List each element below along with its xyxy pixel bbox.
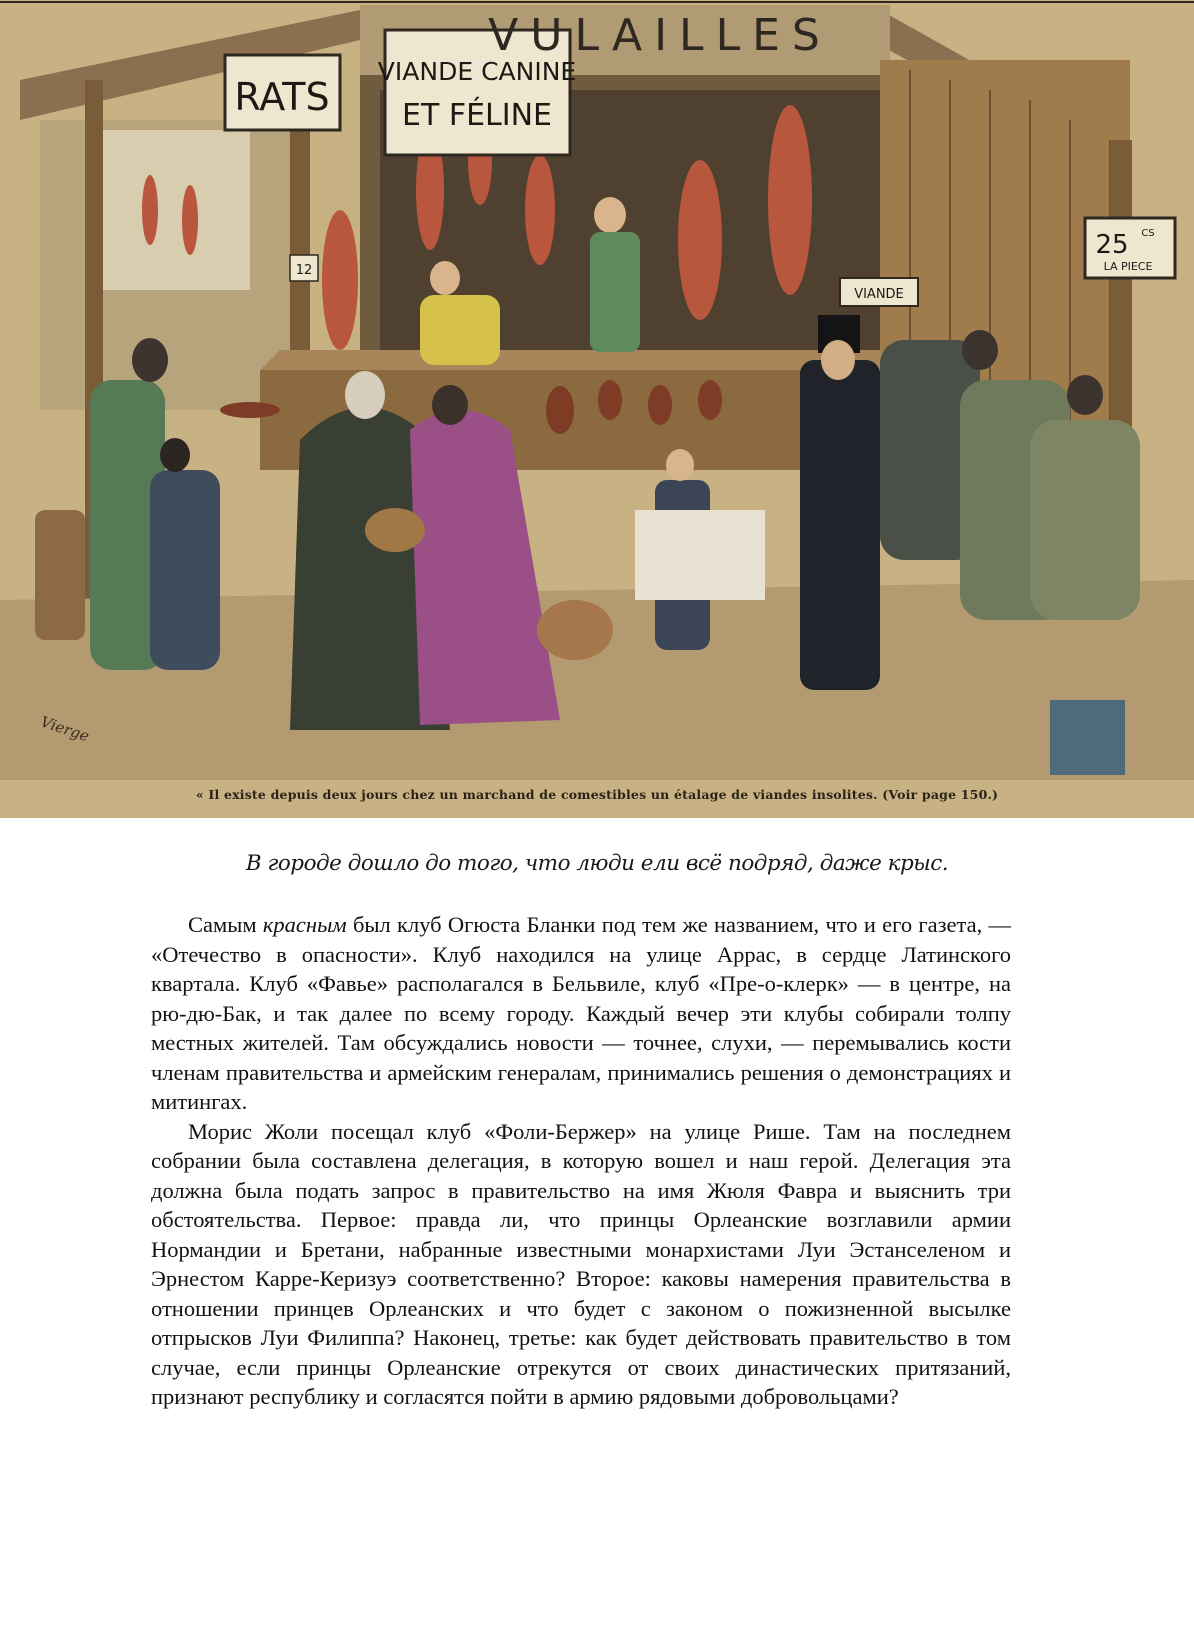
viande-canine-line1: VIANDE CANINE [377, 57, 577, 86]
vulailles-sign-text: VULAILLES [488, 10, 832, 61]
viande-sign-text: VIANDE [854, 287, 904, 302]
artist-signature: Vierge [38, 712, 92, 746]
price-amount: 25 [1095, 230, 1129, 260]
price-unit: CS [1141, 228, 1155, 239]
body-text [151, 910, 1011, 1412]
figure-caption: В городе дошло до того, что люди ели всё подряд, даже крыс. [245, 851, 949, 876]
paragraph-2: Морис Жоли посещал клуб «Фоли-Бержер» на улице Рише. Там на последнем собрании была составлена делегация, в которую вошел и наш герой. Делегация эта должна была подать запрос в правительство на имя Жюля Фавра и выяснить три обстоятельства. Первое: правда ли, что принцы Орлеанские возглавили армии Нормандии и Бретани, набранные известными монархистами Луи Эстанселеном и Эрнестом Карре-Керизуэ соответственно? Второе: каковы намерения правительства в отношении принцев Орлеанских и что будет с законом о пожизненной высылке отпрысков Луи Филиппа? Наконец, третье: как будет действовать правительство в том случае, если принцы Орлеанские отрекутся от своих династических притязаний, признают республику и согласятся пойти в армию рядовыми добровольцами? [151, 1118, 1011, 1409]
viande-canine-line2: ET FÉLINE [402, 98, 552, 133]
paragraph-1-start: Самым [188, 912, 263, 937]
rats-sign-text: RATS [234, 75, 330, 119]
paragraph-1-rest: был клуб Огюста Бланки под тем же названием, что и его газета, — «Отечество в опасности». Клуб находился на улице Аррас, в сердце Латинского квартала. Клуб «Фавье» располагался в Бельвиле, клуб «Пре-о-клерк» — в центре, на рю-дю-Бак, и так далее по всему городу. Каждый вечер эти клубы собирали толпу местных жителей. Там обсуждались новости — точнее, слухи, — перемывались кости членам правительства и армейским генералам, принимались решения о демонстрациях и митингах. [151, 912, 1011, 1114]
number-plate-text: 12 [295, 263, 313, 278]
price-label: LA PIECE [1103, 260, 1153, 273]
plate-caption-fr: « Il existe depuis deux jours chez un marchand de comestibles un étalage de viandes insolites. (Voir page 150.) [195, 787, 999, 802]
emphasized-word: красным [262, 912, 347, 937]
paragraph-1 [151, 910, 1011, 1117]
